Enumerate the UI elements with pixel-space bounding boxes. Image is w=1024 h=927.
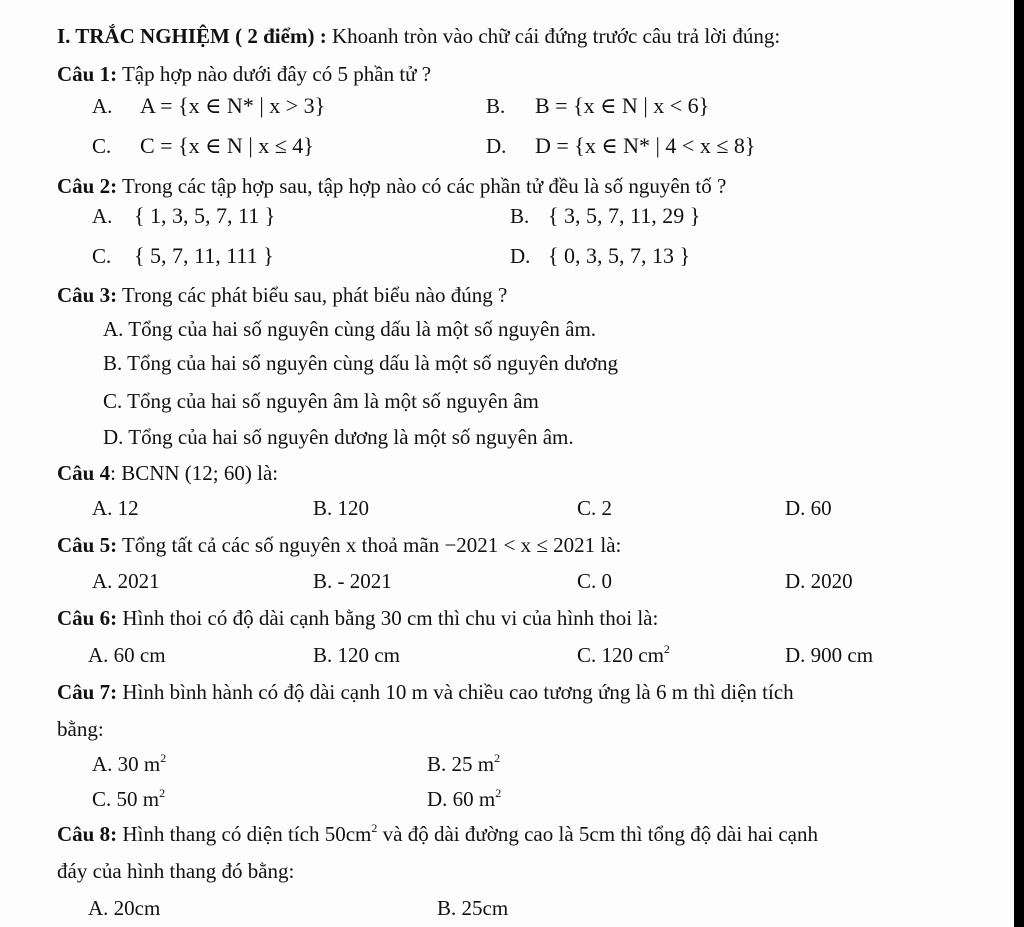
question-5-options bbox=[0, 566, 1014, 596]
q4-option-d-letter: D. bbox=[785, 496, 806, 520]
section-instruction: Khoanh tròn vào chữ cái đứng trước câu trả lời đúng: bbox=[331, 24, 781, 48]
question-7-options-row1 bbox=[0, 749, 1014, 779]
q5-option-a: 2021 bbox=[117, 569, 160, 593]
q1-option-b: B = {x ∈ N | x < 6} bbox=[535, 93, 710, 118]
q3-option-a bbox=[0, 314, 1014, 344]
question-8 bbox=[0, 819, 1014, 849]
question-3 bbox=[0, 280, 1014, 310]
q7-option-b-letter: B. bbox=[427, 752, 447, 776]
q3-option-b-text: Tổng của hai số nguyên cùng dấu là một số nguyên dương bbox=[127, 351, 618, 375]
q5-option-b: - 2021 bbox=[337, 569, 392, 593]
question-7-text: Hình bình hành có độ dài cạnh 10 m và chiều cao tương ứng là 6 m thì diện tích bbox=[122, 680, 794, 704]
question-4-options bbox=[0, 493, 1014, 523]
q3-option-d-letter: D. bbox=[103, 425, 124, 449]
q7-option-b-sup: 2 bbox=[494, 751, 501, 765]
q2-option-b-letter: B. bbox=[510, 204, 530, 228]
q3-option-c-text: Tổng của hai số nguyên âm là một số nguyên âm bbox=[127, 389, 539, 413]
question-1-options-row1 bbox=[0, 91, 1014, 121]
question-7-line2 bbox=[0, 714, 1014, 744]
q2-option-d-letter: D. bbox=[510, 244, 531, 268]
question-4 bbox=[0, 458, 1014, 488]
q8-option-a-letter: A. bbox=[88, 896, 109, 920]
q1-option-d-letter: D. bbox=[486, 134, 507, 158]
q6-option-d-letter: D. bbox=[785, 643, 806, 667]
q6-option-c-sup: 2 bbox=[663, 642, 670, 656]
q8-option-a: 20cm bbox=[113, 896, 161, 920]
question-8-options bbox=[0, 893, 1014, 923]
question-6-text: Hình thoi có độ dài cạnh bằng 30 cm thì chu vi của hình thoi là: bbox=[122, 606, 659, 630]
q8-option-b-letter: B. bbox=[437, 896, 457, 920]
question-7-text2: bằng: bbox=[57, 717, 104, 741]
q5-option-c: 0 bbox=[601, 569, 613, 593]
question-8-text-after: và độ dài đường cao là 5cm thì tổng độ dài hai cạnh bbox=[377, 822, 818, 846]
q4-option-a-letter: A. bbox=[92, 496, 113, 520]
q6-option-c-letter: C. bbox=[577, 643, 597, 667]
section-title: I. TRẮC NGHIỆM ( 2 điểm) : bbox=[57, 24, 327, 48]
question-3-label: Câu 3: bbox=[57, 283, 118, 307]
question-5 bbox=[0, 530, 1014, 560]
q3-option-c-letter: C. bbox=[103, 389, 123, 413]
q4-option-b-letter: B. bbox=[313, 496, 333, 520]
q6-option-a: 60 cm bbox=[113, 643, 166, 667]
question-2-text: Trong các tập hợp sau, tập hợp nào có các phần tử đều là số nguyên tố ? bbox=[121, 174, 727, 198]
question-2-label: Câu 2: bbox=[57, 174, 118, 198]
question-1-text: Tập hợp nào dưới đây có 5 phần tử ? bbox=[121, 62, 432, 86]
q6-option-a-letter: A. bbox=[88, 643, 109, 667]
question-6-label: Câu 6: bbox=[57, 606, 118, 630]
q7-option-a: 30 m bbox=[117, 752, 161, 776]
q1-option-c: C = {x ∈ N | x ≤ 4} bbox=[140, 133, 314, 158]
q5-option-c-letter: C. bbox=[577, 569, 597, 593]
question-7 bbox=[0, 677, 1014, 707]
question-6-options bbox=[0, 640, 1014, 670]
q2-option-a-letter: A. bbox=[92, 204, 113, 228]
q1-option-d: D = {x ∈ N* | 4 < x ≤ 8} bbox=[535, 133, 756, 158]
q2-option-a: { 1, 3, 5, 7, 11 } bbox=[134, 203, 276, 228]
question-4-text: : BCNN (12; 60) là: bbox=[110, 461, 279, 485]
q4-option-b: 120 bbox=[337, 496, 370, 520]
q1-option-a: A = {x ∈ N* | x > 3} bbox=[140, 93, 326, 118]
q4-option-d: 60 bbox=[810, 496, 832, 520]
q2-option-c-letter: C. bbox=[92, 244, 112, 268]
q4-option-a: 12 bbox=[117, 496, 139, 520]
q5-option-d-letter: D. bbox=[785, 569, 806, 593]
q7-option-c: 50 m bbox=[116, 787, 160, 811]
q1-option-c-letter: C. bbox=[92, 134, 112, 158]
question-1-options-row2 bbox=[0, 131, 1014, 161]
question-5-text: Tổng tất cả các số nguyên x thoả mãn −2021 < x ≤ 2021 là: bbox=[121, 533, 622, 557]
question-4-label: Câu 4 bbox=[57, 461, 111, 485]
q2-option-c: { 5, 7, 11, 111 } bbox=[134, 243, 274, 268]
q5-option-a-letter: A. bbox=[92, 569, 113, 593]
q2-option-b: { 3, 5, 7, 11, 29 } bbox=[548, 203, 701, 228]
question-3-text: Trong các phát biểu sau, phát biểu nào đúng ? bbox=[121, 283, 508, 307]
question-1 bbox=[0, 59, 1014, 89]
question-8-line2 bbox=[0, 856, 1014, 886]
q7-option-c-letter: C. bbox=[92, 787, 112, 811]
q5-option-b-letter: B. bbox=[313, 569, 333, 593]
question-1-label: Câu 1: bbox=[57, 62, 118, 86]
q5-option-d: 2020 bbox=[810, 569, 853, 593]
q1-option-a-letter: A. bbox=[92, 94, 113, 118]
question-7-label: Câu 7: bbox=[57, 680, 118, 704]
q3-option-a-letter: A. bbox=[103, 317, 124, 341]
q7-option-b: 25 m bbox=[451, 752, 495, 776]
question-8-text-sup: 2 bbox=[371, 821, 378, 835]
section-header bbox=[0, 21, 1014, 51]
q7-option-a-letter: A. bbox=[92, 752, 113, 776]
q6-option-d: 900 cm bbox=[810, 643, 874, 667]
q3-option-d-text: Tổng của hai số nguyên dương là một số nguyên âm. bbox=[128, 425, 574, 449]
question-6 bbox=[0, 603, 1014, 633]
q7-option-a-sup: 2 bbox=[160, 751, 167, 765]
q6-option-c: 120 cm bbox=[601, 643, 664, 667]
question-2 bbox=[0, 171, 1014, 201]
question-8-text-before: Hình thang có diện tích 50cm bbox=[122, 822, 372, 846]
q8-option-b: 25cm bbox=[461, 896, 509, 920]
q3-option-b-letter: B. bbox=[103, 351, 123, 375]
q3-option-b bbox=[0, 348, 1014, 378]
q6-option-b-letter: B. bbox=[313, 643, 333, 667]
q4-option-c: 2 bbox=[601, 496, 613, 520]
question-2-options-row1 bbox=[0, 201, 1014, 231]
q7-option-c-sup: 2 bbox=[159, 786, 166, 800]
question-8-text2: đáy của hình thang đó bằng: bbox=[57, 859, 295, 883]
q3-option-a-text: Tổng của hai số nguyên cùng dấu là một số nguyên âm. bbox=[128, 317, 597, 341]
q3-option-d bbox=[0, 422, 1014, 452]
q1-option-b-letter: B. bbox=[486, 94, 506, 118]
q7-option-d-sup: 2 bbox=[495, 786, 502, 800]
question-2-options-row2 bbox=[0, 241, 1014, 271]
question-5-label: Câu 5: bbox=[57, 533, 118, 557]
question-7-options-row2 bbox=[0, 784, 1014, 814]
q2-option-d: { 0, 3, 5, 7, 13 } bbox=[548, 243, 691, 268]
q6-option-b: 120 cm bbox=[337, 643, 400, 667]
q7-option-d-letter: D. bbox=[427, 787, 448, 811]
question-8-label: Câu 8: bbox=[57, 822, 118, 846]
q7-option-d: 60 m bbox=[452, 787, 496, 811]
q3-option-c bbox=[0, 386, 1014, 416]
q4-option-c-letter: C. bbox=[577, 496, 597, 520]
